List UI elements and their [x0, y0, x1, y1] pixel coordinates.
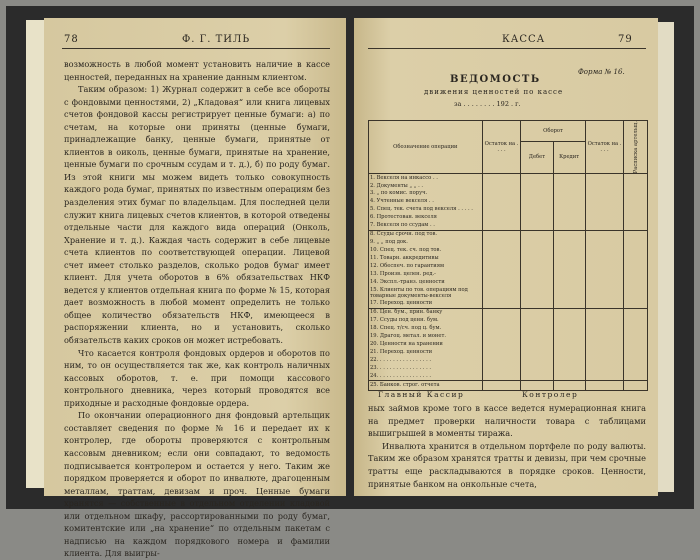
table-row-label: 16. Цен. бум., прин. банку — [369, 308, 483, 316]
group-4 — [369, 381, 648, 390]
col-operation: Обозначение операции — [369, 121, 483, 174]
header-rule — [368, 48, 646, 49]
col-signature: Расписка артельщ. — [624, 121, 648, 174]
form-table — [368, 120, 648, 391]
table-row-label: 9. „ „ под док. — [369, 239, 483, 247]
right-page — [354, 18, 658, 496]
right-page-number: 79 — [618, 34, 633, 45]
left-page — [44, 18, 346, 559]
col-debit: Дебет — [521, 141, 553, 174]
form-label: Форма № 16. — [578, 68, 625, 76]
table-row-label: 7. Векселя по ссудам . . — [369, 222, 483, 231]
paragraph: Таким образом: 1) Журнал содержит в себе все обороты с фондовыми ценностями, 2) „Кладовая“ или книга лицевых счетов фондовой кассы регистрирует ценные бумаги: а) по счетам, на которые они приняты (ценные бумаги, принадлежащие банку, ценные бумаги, принятые от клиентов в оиколь, ценные бумаги, принятые на хранение, ценные бумаги по срочным ссудам и т. д.), б) по роду бумаг. Из этой книги мы можем видеть только совокупность каждого рода бумаг, принятых по известным операциям без разделения этих бумаг по владельцам. Для последней цели служит книга лицевых счетов клиентов, в которой отведены отдельные части для каждого вида операций (Онколь, Хранение и т. д.). Каждая часть содержит в себе лицевые счета клиентов по соответствующей операции. Лицевой счет имеет столько разделов, сколько родов бумаг имеет клиент. Для учета оборотов в 6% обязательствах НКФ ведется у клиентов отдельная книга по форме № 15, которая дает возможность в любой момент определить не только общее количество обязательств НКФ, имеющееся в распоряжении клиента, но и установить, сколько обязательств каких сроков он может истребовать. — [64, 84, 330, 346]
paragraph: возможность в любой момент установить наличие в кассе ценностей, переданных на хранение данным клиентом. — [64, 59, 330, 82]
table-row-label: 5. Спец. тек. счета под векселя . . . . . — [369, 206, 483, 214]
right-body-text — [368, 402, 646, 490]
book-spread — [6, 6, 694, 559]
paragraph: По окончании операционного дня фондовый артельщик составляет сведения по форме № 16 и передает их к контролер, где обороты проверяются с контрольным кассовым дневником; если они совпадают, то ведомость подписывается контролером и остается у него. Таким же порядком проверяется и оборот по инвалюте, драгоценным металлам, траттам, девизам и проч. Ценные бумаги хранятся — собственные в отдельном отделении кладовой или отдельном шкафу, рассортированными по роду бумаг, комитентские или „на хранение“ по отдельным пакетам с надписью на каждом порядкового номера и фамилии клиента. Для выигры- — [64, 410, 330, 559]
table-row-label: 15. Клиенты по тов. операциям под товарные документы-векселя — [369, 287, 483, 300]
table-row-label: 22. . . . . . . . . . . . . . . . . — [369, 356, 483, 364]
group-3 — [369, 308, 648, 381]
group-1 — [369, 174, 648, 231]
col-balance-end: Остаток на . . . . — [585, 121, 624, 174]
table-row-label: 14. Экспл.-транз. ценности — [369, 279, 483, 287]
paragraph: Инвалюта хранится в отдельном портфеле по роду валюты. Таким же образом хранятся тратты и девизы, при чем срочные тратты еще раскладываются в порядке сроков. Ценности, принятые банком на онкольные счета, — [368, 440, 646, 489]
table-row-label: 17. Переход. ценности — [369, 300, 483, 309]
left-body-text — [64, 58, 330, 560]
form-subtitle: движения ценностей по кассе — [424, 88, 564, 96]
left-running-head: Ф. Г. ТИЛЬ — [182, 34, 251, 45]
form-date-line: за . . . . . . . . 192 . г. — [454, 100, 521, 108]
left-page-number: 78 — [64, 34, 79, 45]
table-row-label: 18. Спец. т/сч. под ц. бум. — [369, 325, 483, 333]
table-row-label: 17. Ссуды под ценн. бум. — [369, 317, 483, 325]
signature-cashier: Главный Кассир — [378, 390, 465, 399]
page-stack-right — [658, 22, 674, 492]
paragraph: Что касается контроля фондовых ордеров и оборотов по ним, то он осуществляется так же, как контроль наличных кассовых оборотов, т. е. при помощи кассового контрольного дневника, через который проводятся все приходные и расходные фондовые ордера. — [64, 347, 330, 408]
table-row-label: 6. Протестован. векселя — [369, 214, 483, 222]
table-row-label: 8. Ссуды срочн. под тов. — [369, 231, 483, 239]
table-row-label: 10. Спец. тек. сч. под тов. — [369, 247, 483, 255]
table-row-label: 11. Товарн. аккредитивы — [369, 255, 483, 263]
table-row-label: 2. Документы „ „ . . — [369, 182, 483, 190]
group-2 — [369, 231, 648, 309]
table-row-label: 20. Ценности на хранении — [369, 341, 483, 349]
table-row-label: 25. Банков. строг. отчета — [369, 381, 483, 390]
table-row-label: 24. . . . . . . . . . . . . . . . . — [369, 372, 483, 381]
col-turnover: Оборот — [521, 121, 585, 142]
form-title: ВЕДОМОСТЬ — [450, 74, 541, 85]
table-row-label: 19. Драгоц. метал. и монет. — [369, 333, 483, 341]
col-credit: Кредит — [553, 141, 585, 174]
header-rule — [62, 48, 330, 49]
table-row-label: 23. . . . . . . . . . . . . . . . . — [369, 364, 483, 372]
table-row-label: 4. Учтенные векселя . . — [369, 198, 483, 206]
table-row-label: 1. Векселя на инкассо . . — [369, 174, 483, 183]
table-row-label: 12. Обеспеч. по гарантиям — [369, 263, 483, 271]
table-row-label: 13. Произв. целен. ред.- — [369, 271, 483, 279]
signature-controller: Контролер — [522, 390, 579, 399]
table-row-label: 3. „ по комис. поруч. — [369, 190, 483, 198]
right-running-head: КАССА — [502, 34, 546, 45]
table-row-label: 21. Переход. ценности — [369, 349, 483, 357]
paragraph: ных займов кроме того в кассе ведется нумерационная книга на предмет проверки наличности товара с таблицами вышигрышей в моменты тиража. — [368, 403, 646, 439]
col-balance-start: Остаток на . . . . — [482, 121, 521, 174]
